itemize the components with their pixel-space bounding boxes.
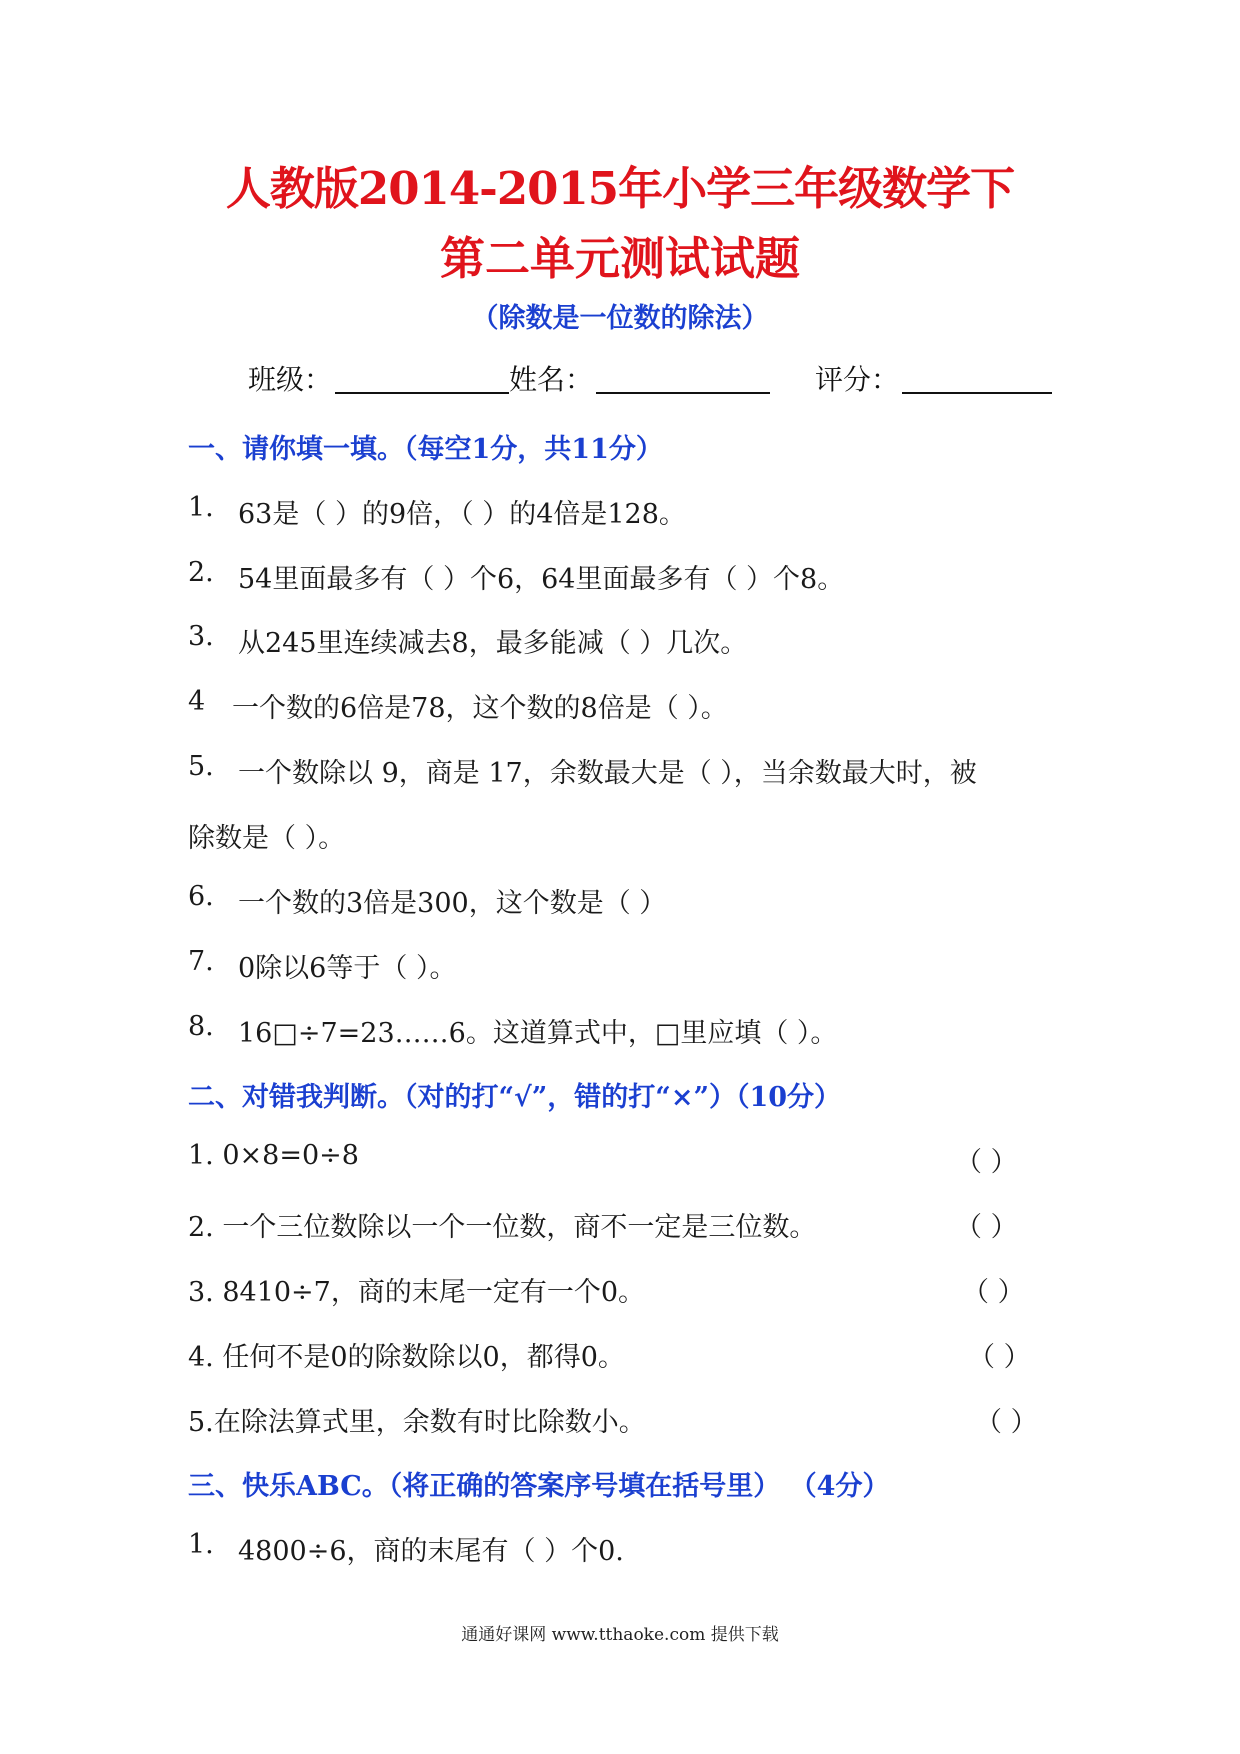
question-number: 4 <box>188 686 206 717</box>
answer-parentheses[interactable]: （ ） <box>955 1212 1018 1243</box>
question-text: 一个数的6倍是78，这个数的8倍是（ ）。 <box>232 693 728 724</box>
question-number: 1. <box>188 1529 214 1560</box>
answer-parentheses[interactable]: （ ） <box>962 1277 1025 1308</box>
answer-parentheses[interactable]: （ ） <box>975 1407 1038 1438</box>
question-text: 一个数除以 9，商是 17，余数最大是（ ），当余数最大时，被 <box>238 758 977 789</box>
question-text: 除数是（ ）。 <box>188 823 346 854</box>
question-number: 2. <box>188 557 214 588</box>
name-label: 姓名： <box>509 363 594 396</box>
question-number: 6. <box>188 881 214 912</box>
statement-text: 4. 任何不是0的除数除以0，都得0。 <box>188 1342 625 1373</box>
question-text: 4800÷6，商的末尾有（ ）个0. <box>238 1536 624 1567</box>
question-number: 7. <box>188 946 214 977</box>
question-text: 63是（ ）的9倍，（ ）的4倍是128。 <box>238 499 686 530</box>
question-text: 一个数的3倍是300，这个数是（ ） <box>238 888 667 919</box>
question-text: 54里面最多有（ ）个6，64里面最多有（ ）个8。 <box>238 564 845 595</box>
question-text: 0除以6等于（ ）。 <box>238 953 457 984</box>
section3-heading: 三、快乐ABC。（将正确的答案序号填在括号里） （4分） <box>188 1471 890 1502</box>
question-number: 3. <box>188 621 214 652</box>
question-number: 1. <box>188 492 214 523</box>
statement-text: 1. 0×8=0÷8 <box>188 1140 359 1171</box>
statement-text: 2. 一个三位数除以一个一位数，商不一定是三位数。 <box>188 1212 817 1243</box>
section2-heading: 二、对错我判断。（对的打“√”，错的打“×”）（10分） <box>188 1082 842 1113</box>
question-text: 从245里连续减去8，最多能减（ ）几次。 <box>238 628 748 659</box>
question-number: 5. <box>188 751 214 782</box>
answer-parentheses[interactable]: （ ） <box>968 1342 1031 1373</box>
score-label: 评分： <box>815 363 900 396</box>
name-blank-line <box>596 392 770 394</box>
page-title-line2: 第二单元测试试题 <box>439 232 800 285</box>
class-label: 班级： <box>248 363 333 396</box>
class-blank-line <box>335 392 509 394</box>
question-number: 8. <box>188 1011 214 1042</box>
page-subtitle: （除数是一位数的除法） <box>471 303 769 334</box>
statement-text: 3. 8410÷7，商的末尾一定有一个0。 <box>188 1277 646 1308</box>
score-blank-line <box>902 392 1052 394</box>
section1-heading: 一、请你填一填。（每空1分，共11分） <box>188 434 663 465</box>
question-text: 16□÷7=23……6。这道算式中，□里应填（ ）。 <box>238 1018 838 1049</box>
statement-text: 5.在除法算式里，余数有时比除数小。 <box>188 1407 646 1438</box>
answer-parentheses[interactable]: （ ） <box>955 1147 1018 1178</box>
page-title-line1: 人教版2014-2015年小学三年级数学下 <box>225 162 1015 215</box>
footer-credit: 通通好课网 www.tthaoke.com 提供下载 <box>461 1625 779 1645</box>
